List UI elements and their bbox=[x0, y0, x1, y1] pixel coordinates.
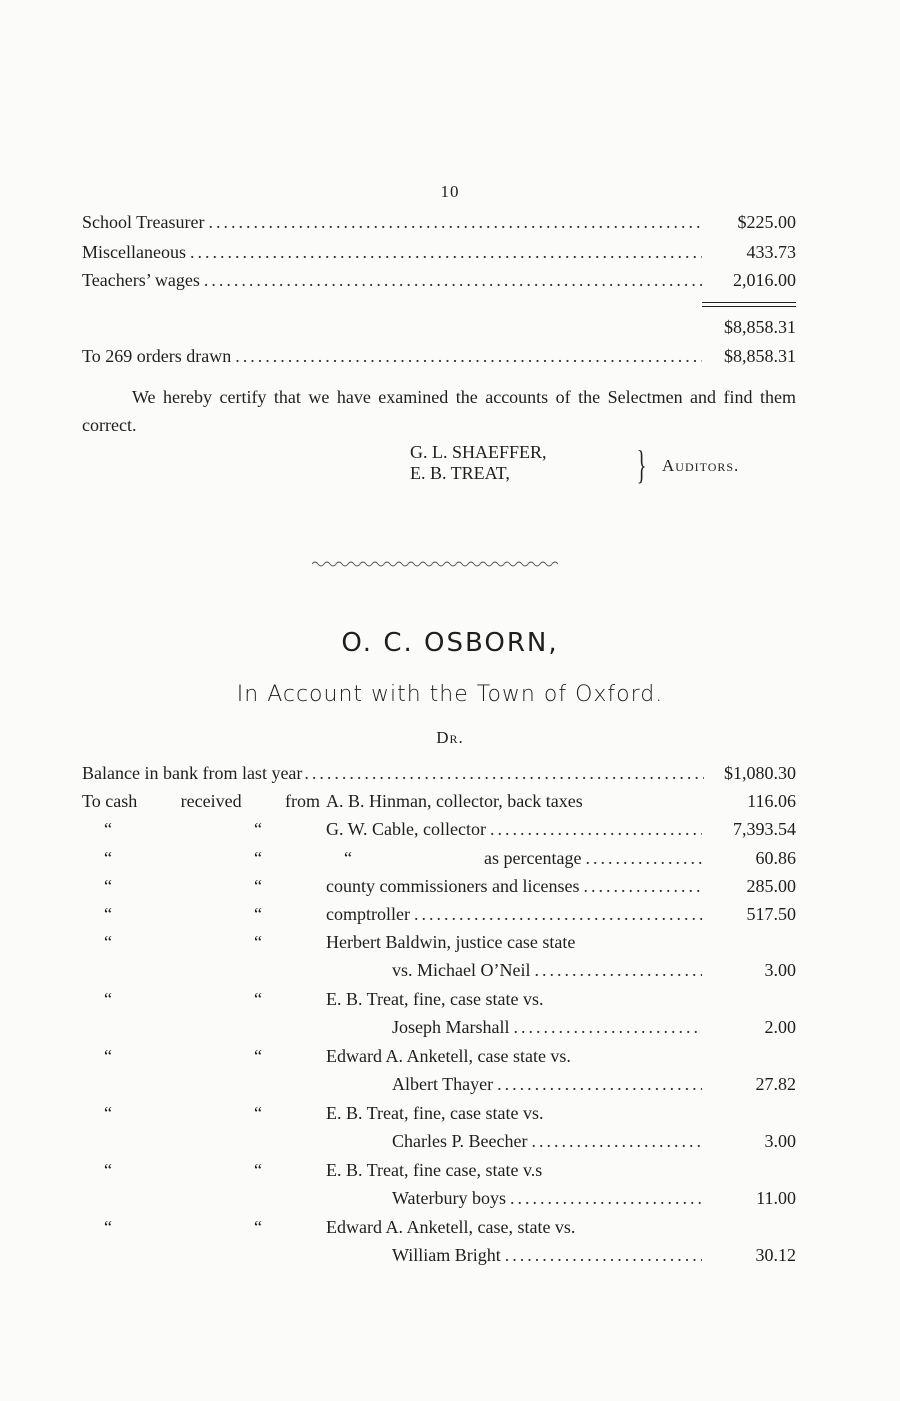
entry-desc-2: Waterbury boys bbox=[392, 1188, 507, 1208]
entry-line bbox=[326, 1043, 796, 1069]
row-label: School Treasurer bbox=[82, 212, 205, 232]
ditto-mark: “ bbox=[104, 1046, 112, 1066]
ditto-mark: “ bbox=[254, 1160, 262, 1180]
entry-line bbox=[326, 873, 796, 899]
ditto-mark: “ bbox=[104, 932, 112, 952]
dot-leader bbox=[510, 1185, 702, 1211]
dot-leader bbox=[209, 209, 703, 235]
entry-line bbox=[326, 1100, 796, 1126]
entry-line bbox=[326, 816, 796, 842]
page-number: 10 bbox=[440, 182, 460, 201]
dot-leader bbox=[583, 873, 702, 899]
entry-amount: 517.50 bbox=[746, 904, 796, 924]
entry-desc: comptroller bbox=[326, 904, 410, 924]
entry-line bbox=[326, 929, 796, 955]
brace-icon: } bbox=[636, 442, 647, 487]
row-amount: $8,858.31 bbox=[724, 346, 796, 366]
entry-desc: A. B. Hinman, collector, back taxes bbox=[326, 791, 583, 811]
sum-rule bbox=[702, 302, 796, 303]
entry-line bbox=[392, 1014, 796, 1040]
row-amount: $1,080.30 bbox=[724, 763, 796, 783]
cash-prefix bbox=[82, 788, 326, 814]
ditto-mark: “ bbox=[104, 848, 112, 868]
ditto-mark: “ bbox=[254, 1046, 262, 1066]
account-title: O. C. OSBORN, bbox=[341, 628, 559, 658]
ditto-mark: “ bbox=[104, 1103, 112, 1123]
entry-desc: Edward A. Anketell, case, state vs. bbox=[326, 1217, 576, 1237]
dot-leader bbox=[414, 901, 702, 927]
row-label: Miscellaneous bbox=[82, 242, 186, 262]
ditto-mark: “ bbox=[254, 819, 262, 839]
ditto-mark: “ bbox=[104, 904, 112, 924]
ditto-mark: “ bbox=[254, 1103, 262, 1123]
dot-leader bbox=[235, 343, 702, 369]
signatory-2: E. B. TREAT, bbox=[410, 463, 510, 483]
entry-line bbox=[326, 1214, 796, 1240]
cash-received-row bbox=[82, 788, 796, 814]
dot-leader bbox=[490, 816, 702, 842]
entry-line bbox=[326, 1157, 796, 1183]
auditors-label: Auditors. bbox=[662, 456, 740, 475]
row-label: Teachers’ wages bbox=[82, 270, 200, 290]
ditto-mark: “ bbox=[254, 989, 262, 1009]
entry-desc-2: Charles P. Beecher bbox=[392, 1131, 528, 1151]
summary-row-miscellaneous bbox=[82, 239, 796, 265]
entry-amount: 2.00 bbox=[764, 1017, 796, 1037]
dot-leader bbox=[497, 1071, 702, 1097]
entry-amount: 3.00 bbox=[764, 1131, 796, 1151]
row-amount: 2,016.00 bbox=[733, 270, 796, 290]
ditto-mark: “ bbox=[254, 848, 262, 868]
entry-line bbox=[392, 1071, 796, 1097]
entry-desc-2: vs. Michael O’Neil bbox=[392, 960, 531, 980]
dot-leader bbox=[505, 1242, 702, 1268]
dot-leader bbox=[204, 267, 702, 293]
entry-line bbox=[392, 957, 796, 983]
entry-desc: Edward A. Anketell, case state vs. bbox=[326, 1046, 571, 1066]
dot-leader bbox=[190, 239, 702, 265]
summary-row-teachers-wages bbox=[82, 267, 796, 293]
debit-label: Dr. bbox=[436, 728, 464, 747]
entry-line bbox=[326, 901, 796, 927]
row-amount: 433.73 bbox=[746, 242, 796, 262]
row-label: To 269 orders drawn bbox=[82, 346, 232, 366]
summary-row-school-treasurer bbox=[82, 209, 796, 235]
entry-desc-2: Albert Thayer bbox=[392, 1074, 494, 1094]
entry-line bbox=[326, 986, 796, 1012]
dot-leader bbox=[585, 845, 702, 871]
entry-desc: E. B. Treat, fine case, state v.s bbox=[326, 1160, 543, 1180]
ditto-mark: “ bbox=[254, 876, 262, 896]
orders-drawn-row bbox=[82, 343, 796, 369]
entry-desc-2: William Bright bbox=[392, 1245, 501, 1265]
entry-amount: 27.82 bbox=[755, 1074, 796, 1094]
ditto-mark: “ bbox=[254, 932, 262, 952]
entry-desc-2: Joseph Marshall bbox=[392, 1017, 510, 1037]
dot-leader bbox=[513, 1014, 702, 1040]
entry-desc: G. W. Cable, collector bbox=[326, 819, 486, 839]
wavy-divider-icon bbox=[312, 560, 558, 568]
entry-amount: 3.00 bbox=[764, 960, 796, 980]
ditto-mark: “ bbox=[104, 819, 112, 839]
entry-amount: 11.00 bbox=[756, 1188, 796, 1208]
sum-rule-double bbox=[702, 306, 796, 307]
entry-desc: as percentage bbox=[484, 848, 582, 868]
entry-line bbox=[326, 845, 796, 871]
entry-amount: 30.12 bbox=[755, 1245, 796, 1265]
ditto-mark: “ bbox=[104, 989, 112, 1009]
signatories bbox=[410, 442, 547, 484]
entry-amount: 285.00 bbox=[746, 876, 796, 896]
ditto-mark: “ bbox=[254, 1217, 262, 1237]
total-sum: $8,858.31 bbox=[724, 317, 796, 337]
dot-leader bbox=[531, 1128, 702, 1154]
cash-prefix-1: To cash bbox=[82, 791, 138, 811]
entry-line bbox=[392, 1185, 796, 1211]
entry-desc: E. B. Treat, fine, case state vs. bbox=[326, 1103, 544, 1123]
cash-prefix-3: from bbox=[285, 791, 320, 811]
account-subtitle: In Account with the Town of Oxford. bbox=[236, 682, 664, 707]
entry-amount: 60.86 bbox=[755, 848, 796, 868]
row-label: Balance in bank from last year bbox=[82, 763, 303, 783]
entry-amount: 116.06 bbox=[747, 791, 796, 811]
dot-leader bbox=[304, 760, 704, 786]
ditto-mark: “ bbox=[254, 904, 262, 924]
signatory-1: G. L. SHAEFFER, bbox=[410, 442, 547, 462]
dot-leader bbox=[534, 957, 702, 983]
ditto-mark: “ bbox=[104, 1217, 112, 1237]
balance-row bbox=[82, 760, 796, 786]
entry-desc: Herbert Baldwin, justice case state bbox=[326, 932, 576, 952]
entry-amount: 7,393.54 bbox=[733, 819, 796, 839]
cash-prefix-2: received bbox=[180, 791, 242, 811]
certification-text: We hereby certify that we have examined the accounts of the Selectmen and find them correct. bbox=[82, 387, 796, 435]
ditto-mark: “ bbox=[104, 876, 112, 896]
inner-ditto-mark: “ bbox=[344, 848, 352, 868]
entry-line bbox=[392, 1242, 796, 1268]
entry-line bbox=[392, 1128, 796, 1154]
ditto-mark: “ bbox=[104, 1160, 112, 1180]
entry-desc: E. B. Treat, fine, case state vs. bbox=[326, 989, 544, 1009]
row-amount: $225.00 bbox=[737, 212, 796, 232]
entry-desc: county commissioners and licenses bbox=[326, 876, 580, 896]
